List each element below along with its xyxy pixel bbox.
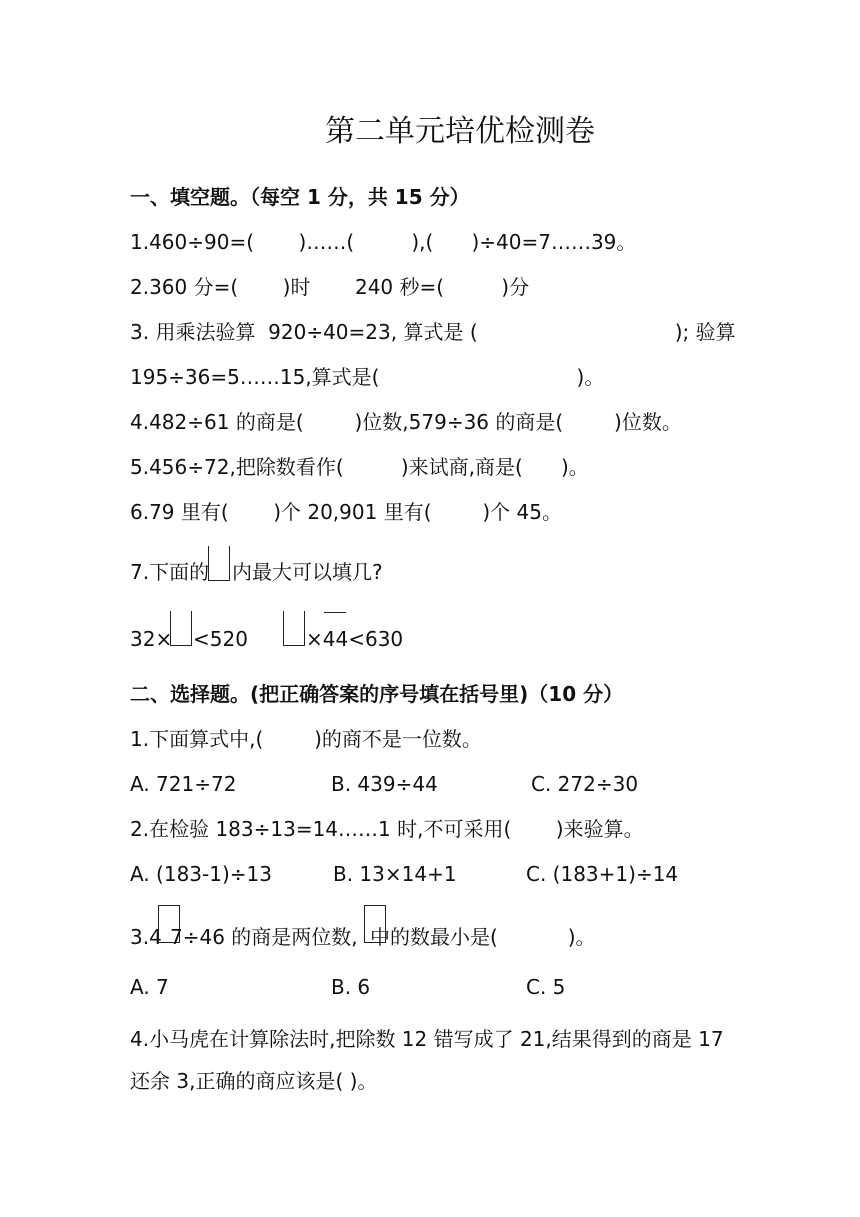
question-1-7-prefix: 7.下面的 bbox=[130, 560, 210, 584]
section-2-heading: 二、选择题。(把正确答案的序号填在括号里)（10 分） bbox=[130, 682, 624, 706]
option-2-1-b: B. 439÷44 bbox=[331, 772, 438, 796]
inequality-1-right: <520 bbox=[193, 627, 248, 651]
question-2-4-line-2: 还余 3,正确的商应该是( )。 bbox=[130, 1069, 378, 1093]
overline-mark bbox=[324, 612, 346, 613]
question-2-3-part-b: 7÷46 的商是两位数, bbox=[170, 925, 358, 949]
option-2-2-b: B. 13×14+1 bbox=[333, 862, 457, 886]
blank-box-q7-a bbox=[170, 611, 192, 646]
question-1-4: 4.482÷61 的商是( )位数,579÷36 的商是( )位数。 bbox=[130, 410, 682, 434]
question-2-4-line-1: 4.小马虎在计算除法时,把除数 12 错写成了 21,结果得到的商是 17 bbox=[130, 1027, 724, 1051]
option-2-3-c: C. 5 bbox=[526, 975, 566, 999]
question-1-3-line-2: 195÷36=5……15,算式是( )。 bbox=[130, 365, 605, 389]
blank-box-q7-b bbox=[283, 611, 305, 646]
question-2-1: 1.下面算式中,( )的商不是一位数。 bbox=[130, 727, 482, 751]
option-2-2-a: A. (183-1)÷13 bbox=[130, 862, 272, 886]
question-2-3-part-a: 3.4 bbox=[130, 925, 162, 949]
question-1-1: 1.460÷90=( )……( ),( )÷40=7……39。 bbox=[130, 230, 637, 254]
question-1-5: 5.456÷72,把除数看作( )来试商,商是( )。 bbox=[130, 455, 589, 479]
section-1-heading: 一、填空题。（每空 1 分，共 15 分） bbox=[130, 185, 470, 209]
inequality-2: ×44<630 bbox=[306, 627, 404, 651]
blank-box-q7-example bbox=[208, 546, 230, 581]
option-2-1-a: A. 721÷72 bbox=[130, 772, 237, 796]
question-1-2: 2.360 分=( )时 240 秒=( )分 bbox=[130, 275, 530, 299]
page-title: 第二单元培优检测卷 bbox=[325, 114, 595, 149]
option-2-1-c: C. 272÷30 bbox=[531, 772, 639, 796]
question-1-6: 6.79 里有( )个 20,901 里有( )个 45。 bbox=[130, 500, 562, 524]
inequality-1-left: 32× bbox=[130, 627, 173, 651]
question-1-3-line-1: 3. 用乘法验算 920÷40=23, 算式是 ( ); 验算 bbox=[130, 320, 736, 344]
question-2-3-part-c: 中的数最小是( )。 bbox=[370, 925, 596, 949]
option-2-3-a: A. 7 bbox=[130, 975, 169, 999]
option-2-2-c: C. (183+1)÷14 bbox=[526, 862, 679, 886]
option-2-3-b: B. 6 bbox=[331, 975, 371, 999]
question-2-2: 2.在检验 183÷13=14……1 时,不可采用( )来验算。 bbox=[130, 817, 644, 841]
question-1-7-suffix: 内最大可以填几? bbox=[232, 560, 383, 584]
